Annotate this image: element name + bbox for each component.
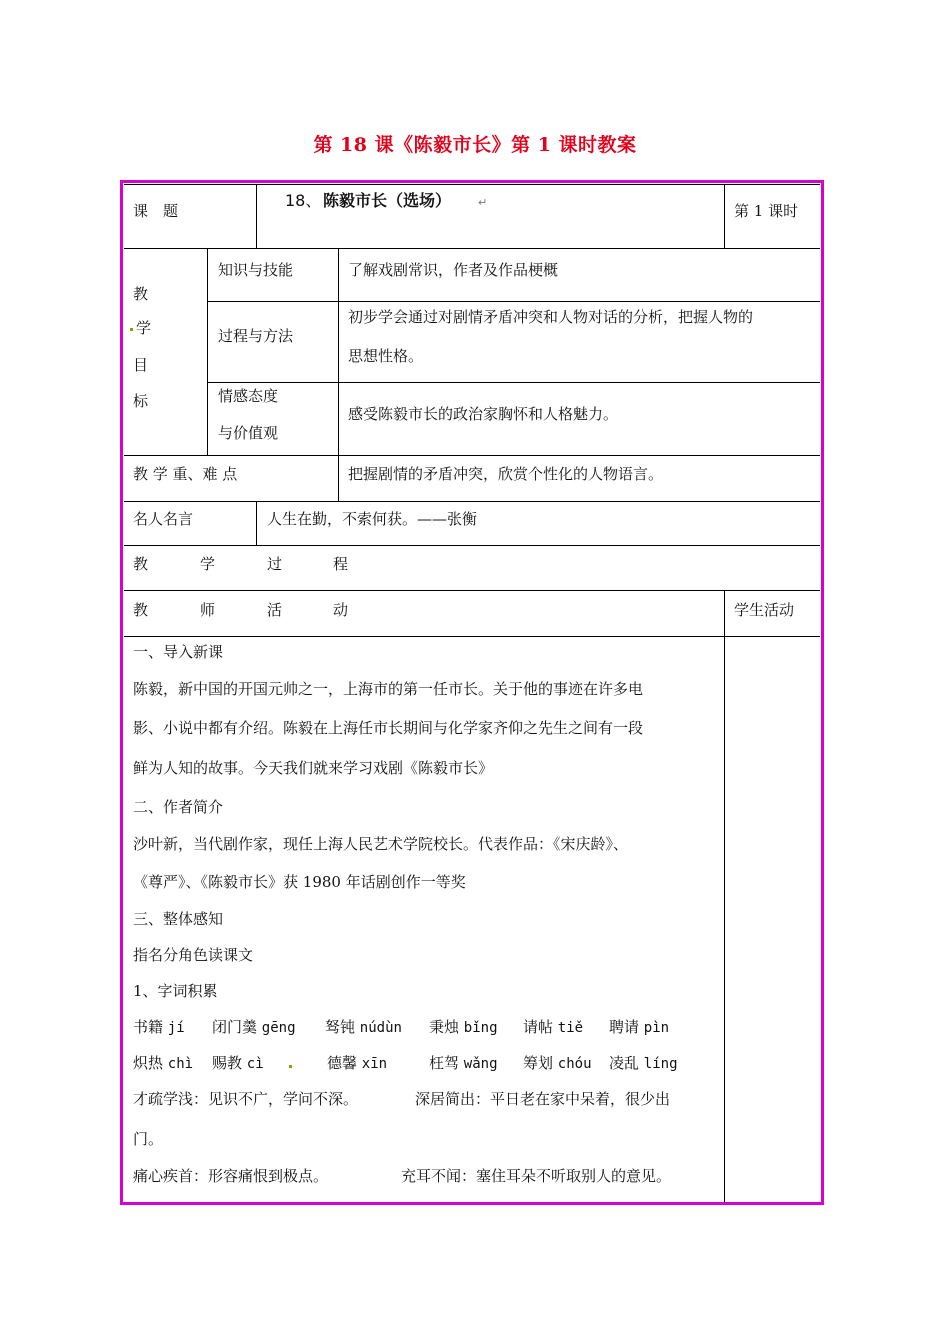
vocab-item: 筹划 chóu [523, 1054, 592, 1072]
idiom-definition: 痛心疾首：形容痛恨到极点。 [133, 1167, 329, 1185]
idiom-definition-continued: 门。 [133, 1130, 164, 1148]
author-line-2: 《尊严》、《陈毅市长》获 1980 年话剧创作一等奖 [133, 873, 466, 891]
process-header-4: 程 [333, 555, 349, 573]
key-points-label: 教 学 重、难 点 [133, 465, 238, 483]
vocab-item: 聘请 pìn [609, 1018, 670, 1036]
vocab-item: 炽热 chì [133, 1054, 194, 1072]
row-divider [207, 382, 820, 383]
document-title: 第 18 课《陈毅市长》第 1 课时教案 [313, 134, 637, 156]
intro-line-3: 鲜为人知的故事。今天我们就来学习戏剧《陈毅市长》 [133, 759, 494, 777]
section-author-heading: 二、作者简介 [133, 798, 224, 816]
vocab-item: 凌乱 líng [609, 1054, 678, 1072]
mark-dot-icon [289, 1065, 292, 1068]
row-divider [124, 636, 820, 637]
teacher-activity-header-1: 教 [133, 601, 149, 619]
process-header-1: 教 [133, 555, 149, 573]
vocab-item: 德馨 xīn [327, 1054, 388, 1072]
objectives-label-3: 目 [133, 356, 149, 374]
period-label: 第 1 课时 [734, 202, 799, 220]
student-activity-header: 学生活动 [734, 601, 795, 619]
objective-name-knowledge: 知识与技能 [218, 261, 294, 279]
section-intro-heading: 一、导入新课 [133, 643, 224, 661]
topic-number: 18、 [285, 191, 322, 210]
objective-content-emotion: 感受陈毅市长的政治家胸怀和人格魅力。 [348, 405, 619, 423]
row-divider [124, 248, 820, 249]
row-divider [207, 301, 820, 302]
intro-line-1: 陈毅，新中国的开国元帅之一，上海市的第一任市长。关于他的事迹在许多电 [133, 680, 644, 698]
vocab-item: 秉烛 bǐng [429, 1018, 498, 1036]
vocab-item: 驽钝 núdùn [325, 1018, 402, 1036]
key-points-content: 把握剧情的矛盾冲突，欣赏个性化的人物语言。 [348, 465, 664, 483]
section-overview-heading: 三、整体感知 [133, 910, 224, 928]
overview-line-1: 指名分角色读课文 [133, 946, 254, 964]
process-header-3: 过 [267, 555, 283, 573]
col-divider [207, 248, 208, 455]
process-header-2: 学 [200, 555, 216, 573]
objective-content-process-line2: 思想性格。 [348, 347, 424, 365]
objectives-label-1: 教 [133, 285, 149, 303]
vocab-item: 书籍 jí [133, 1018, 185, 1036]
idiom-definition: 充耳不闻：塞住耳朵不听取别人的意见。 [401, 1167, 672, 1185]
row-divider [124, 184, 820, 185]
mark-dot-icon [130, 328, 133, 331]
row-divider [124, 590, 820, 591]
teacher-activity-header-3: 活 [267, 601, 283, 619]
vocab-item: 请帖 tiě [523, 1018, 584, 1036]
idiom-definition: 才疏学浅：见识不广，学问不深。 [133, 1090, 359, 1108]
topic-title: 陈毅市长（选场） [323, 191, 452, 210]
objective-content-process-line1: 初步学会通过对剧情矛盾冲突和人物对话的分析，把握人物的 [348, 308, 754, 326]
objective-name-process: 过程与方法 [218, 327, 294, 345]
objectives-label-2: 学 [136, 319, 152, 337]
row-divider [124, 545, 820, 546]
vocab-item: 闭门羹 gēng [212, 1018, 296, 1036]
idiom-definition: 深居简出：平日老在家中呆着，很少出 [415, 1090, 671, 1108]
author-line-1: 沙叶新，当代剧作家，现任上海人民艺术学院校长。代表作品：《宋庆龄》、 [133, 835, 629, 853]
row-divider [124, 455, 820, 456]
vocab-heading: 1、字词积累 [133, 982, 218, 1000]
quote-content: 人生在勤，不索何获。——张衡 [267, 510, 478, 528]
col-divider [724, 184, 725, 248]
objective-name-emotion-line1: 情感态度 [218, 387, 279, 405]
objectives-label-4: 标 [133, 392, 149, 410]
topic-label: 课 题 [133, 202, 179, 220]
col-divider [338, 248, 339, 501]
col-divider [256, 501, 257, 545]
vocab-item: 枉驾 wǎng [429, 1054, 498, 1072]
row-divider [124, 501, 820, 502]
quote-label: 名人名言 [133, 510, 194, 528]
objective-content-knowledge: 了解戏剧常识，作者及作品梗概 [348, 261, 559, 279]
col-divider [256, 184, 257, 248]
return-mark-icon: ↵ [478, 196, 488, 209]
objective-name-emotion-line2: 与价值观 [218, 424, 279, 442]
intro-line-2: 影、小说中都有介绍。陈毅在上海任市长期间与化学家齐仰之先生之间有一段 [133, 719, 644, 737]
col-divider [724, 590, 725, 1202]
teacher-activity-header-2: 师 [200, 601, 216, 619]
vocab-item: 赐教 cì [212, 1054, 264, 1072]
teacher-activity-header-4: 动 [333, 601, 349, 619]
